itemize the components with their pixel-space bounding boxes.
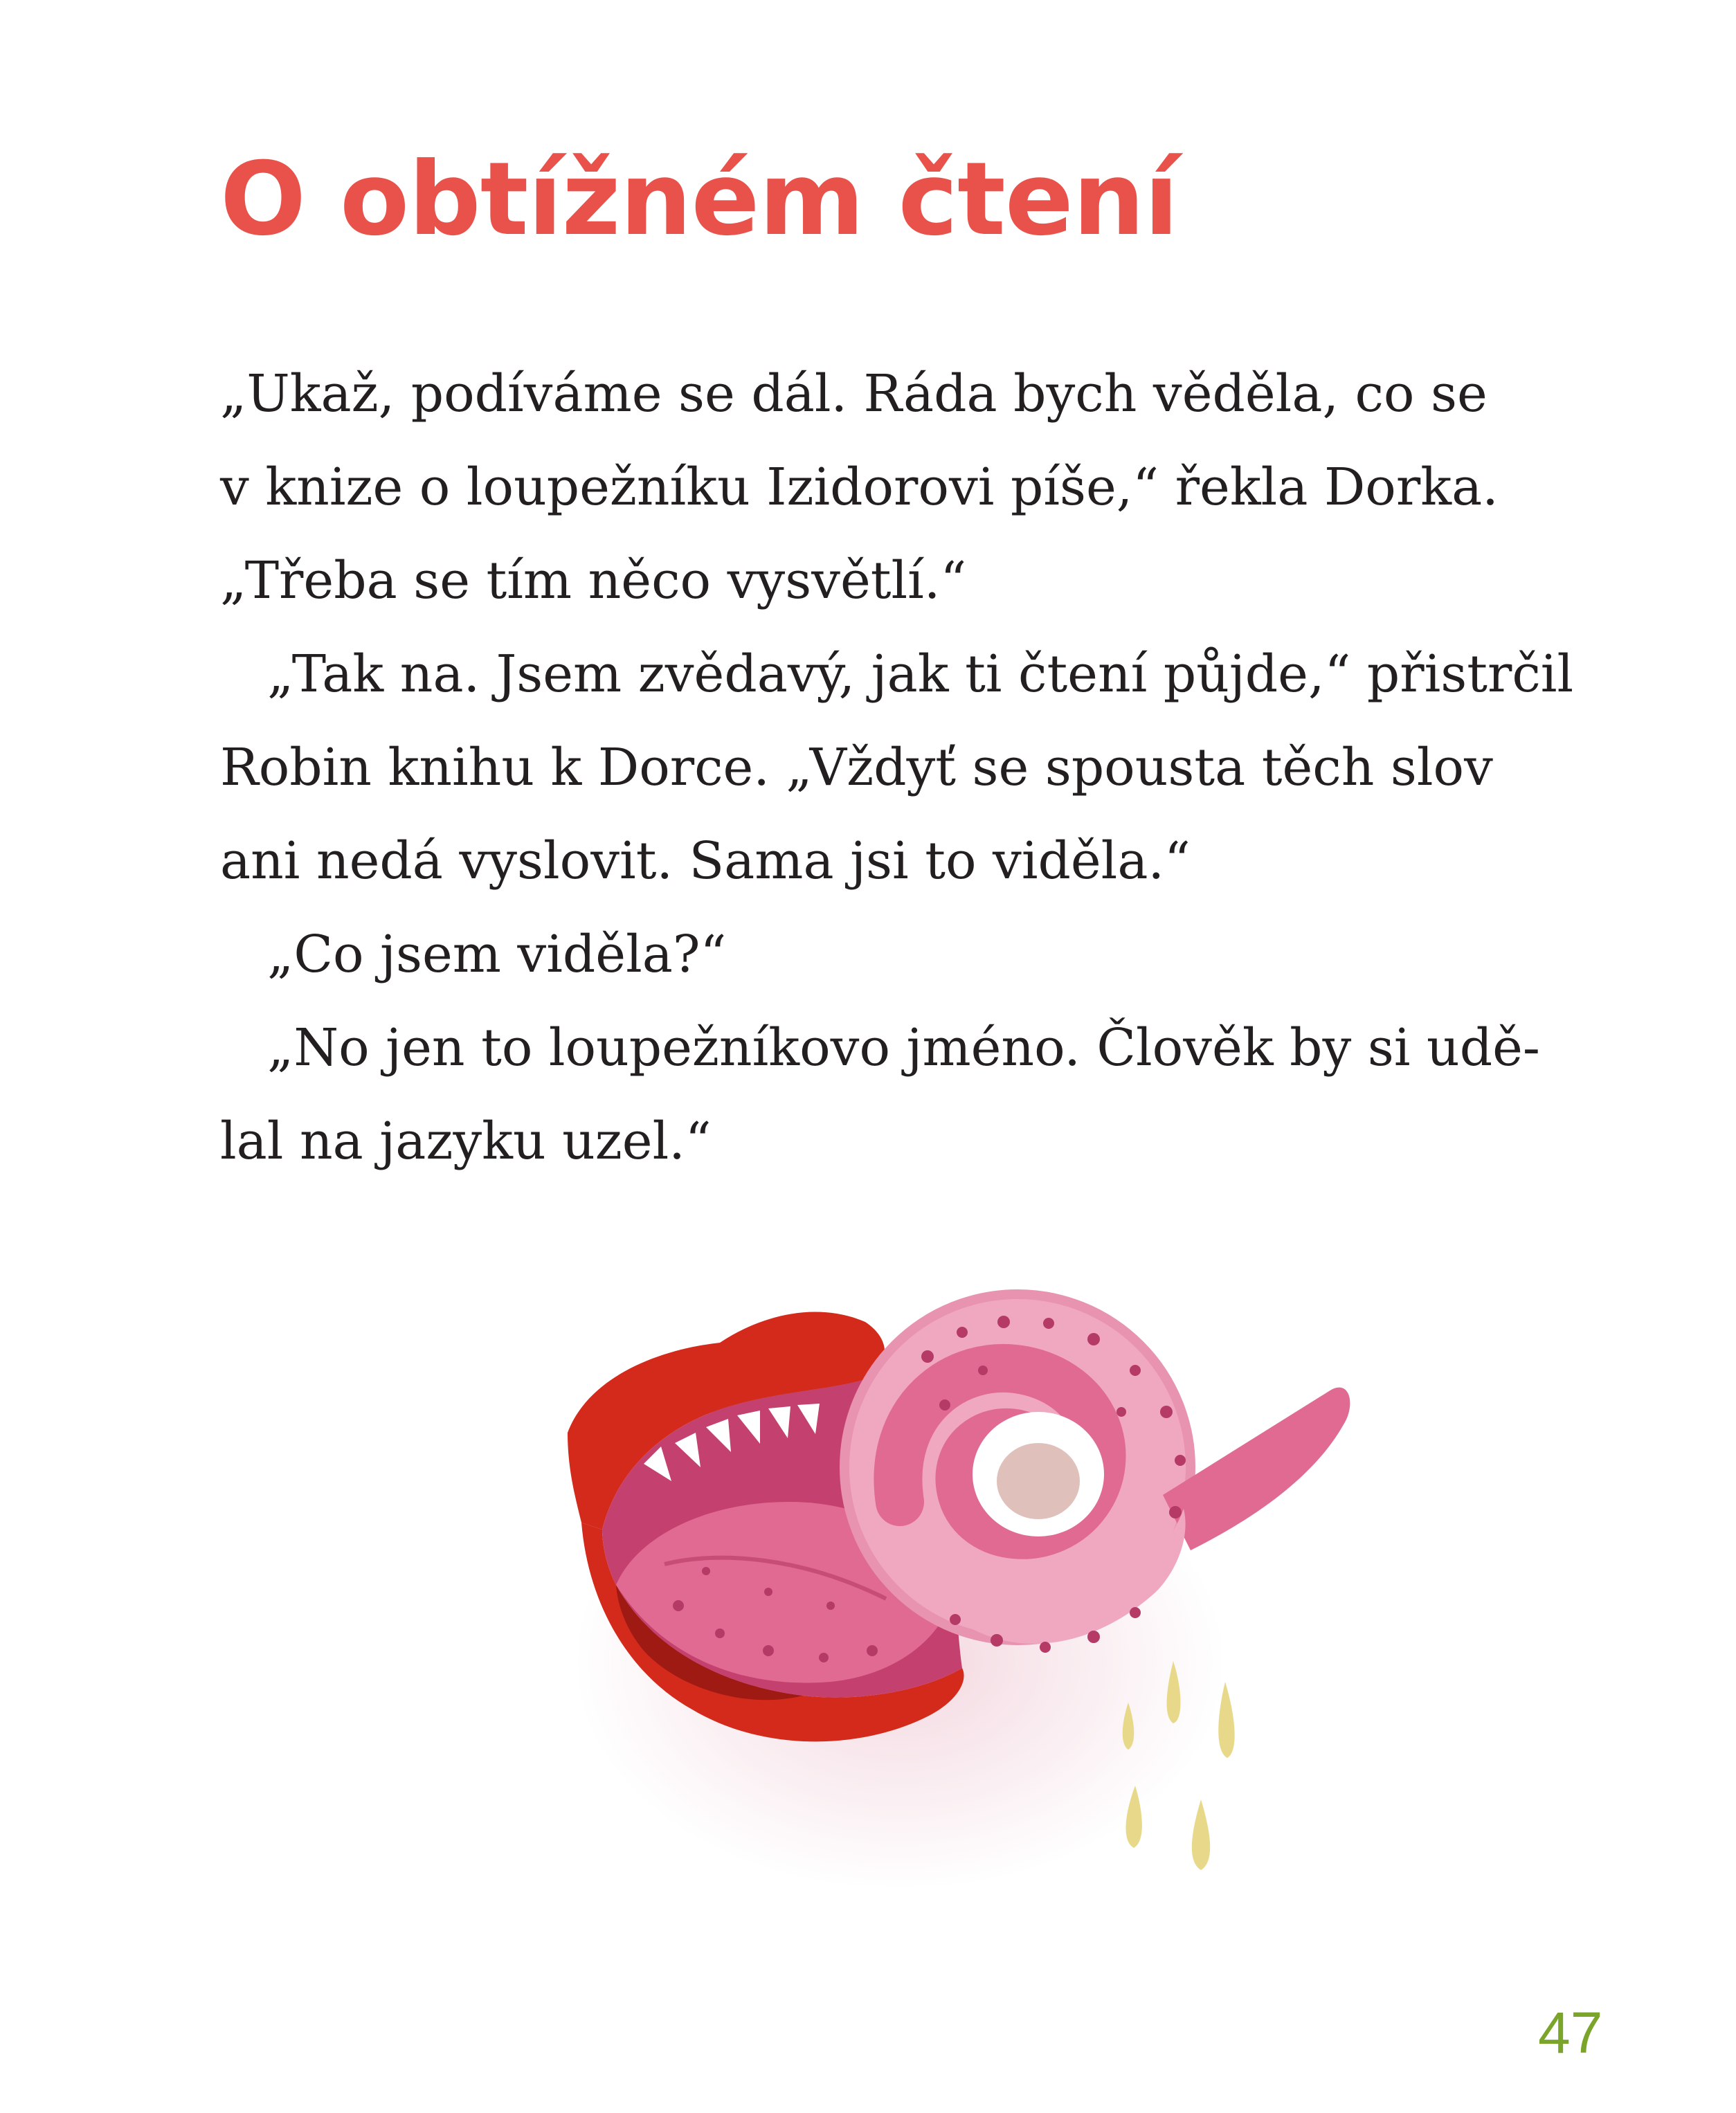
chapter-title: O obtížném čtení bbox=[220, 140, 1178, 258]
knotted-tongue-mouth-illustration bbox=[540, 1273, 1357, 1924]
story-line: lal na jazyku uzel.“ bbox=[220, 1112, 712, 1171]
story-line: „Tak na. Jsem zvědavý, jak ti čtení půjde,“ přistrčil bbox=[267, 644, 1574, 704]
page-number: 47 bbox=[1538, 2000, 1603, 2065]
story-line: ani nedá vyslovit. Sama jsi to viděla.“ bbox=[220, 831, 1191, 891]
tongue-coil bbox=[844, 1294, 1350, 1644]
story-line: Robin knihu k Dorce. „Vždyť se spousta těch slov bbox=[220, 738, 1493, 797]
story-text bbox=[220, 347, 1646, 1188]
story-line: „No jen to loupežníkovo jméno. Člověk by si udě- bbox=[267, 1018, 1540, 1078]
story-line: „Co jsem viděla?“ bbox=[267, 925, 727, 984]
story-line: „Ukaž, podíváme se dál. Ráda bych věděla, co se bbox=[220, 364, 1488, 424]
story-line: „Třeba se tím něco vysvětlí.“ bbox=[220, 551, 967, 610]
story-line: v knize o loupežníku Izidorovi píše,“ řekla Dorka. bbox=[220, 457, 1499, 517]
